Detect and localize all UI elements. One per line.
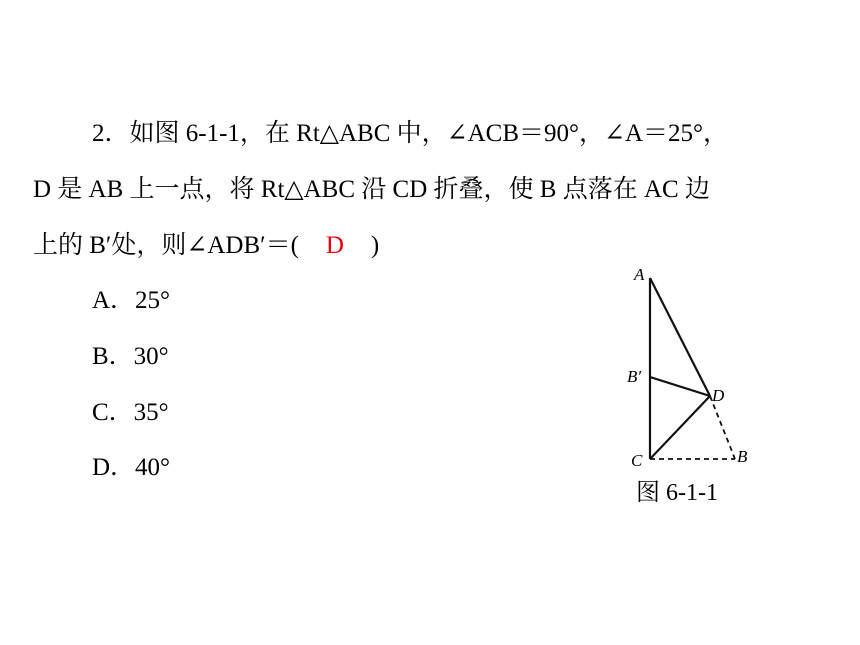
- option-a: A．25°: [92, 287, 171, 314]
- segment-ad: [650, 278, 710, 396]
- question-line-3: [33, 230, 379, 262]
- geometry-figure: [620, 258, 770, 473]
- question-line-1: 2．如图 6-1-1，在 Rt△ABC 中，∠ACB＝90°，∠A＝25°，: [92, 120, 728, 147]
- figure-caption: 图 6-1-1: [636, 480, 718, 506]
- option-c: C．35°: [92, 399, 169, 426]
- question-line-2: D 是 AB 上一点，将 Rt△ABC 沿 CD 折叠，使 B 点落在 AC 边: [33, 176, 710, 203]
- answer-text: D: [325, 232, 344, 259]
- label-b: B: [737, 447, 748, 466]
- segment-cd: [650, 396, 710, 459]
- segment-db-dashed: [710, 396, 735, 459]
- label-b-prime: B′: [627, 367, 642, 386]
- label-c: C: [631, 451, 643, 470]
- question-line-3-suffix: ): [370, 232, 380, 259]
- option-b: B．30°: [92, 343, 169, 370]
- label-d: D: [712, 386, 725, 405]
- option-d: D．40°: [92, 454, 171, 481]
- question-line-3-prefix: 上的 B′处，则∠ADB′＝(: [33, 232, 299, 259]
- label-a: A: [634, 265, 645, 284]
